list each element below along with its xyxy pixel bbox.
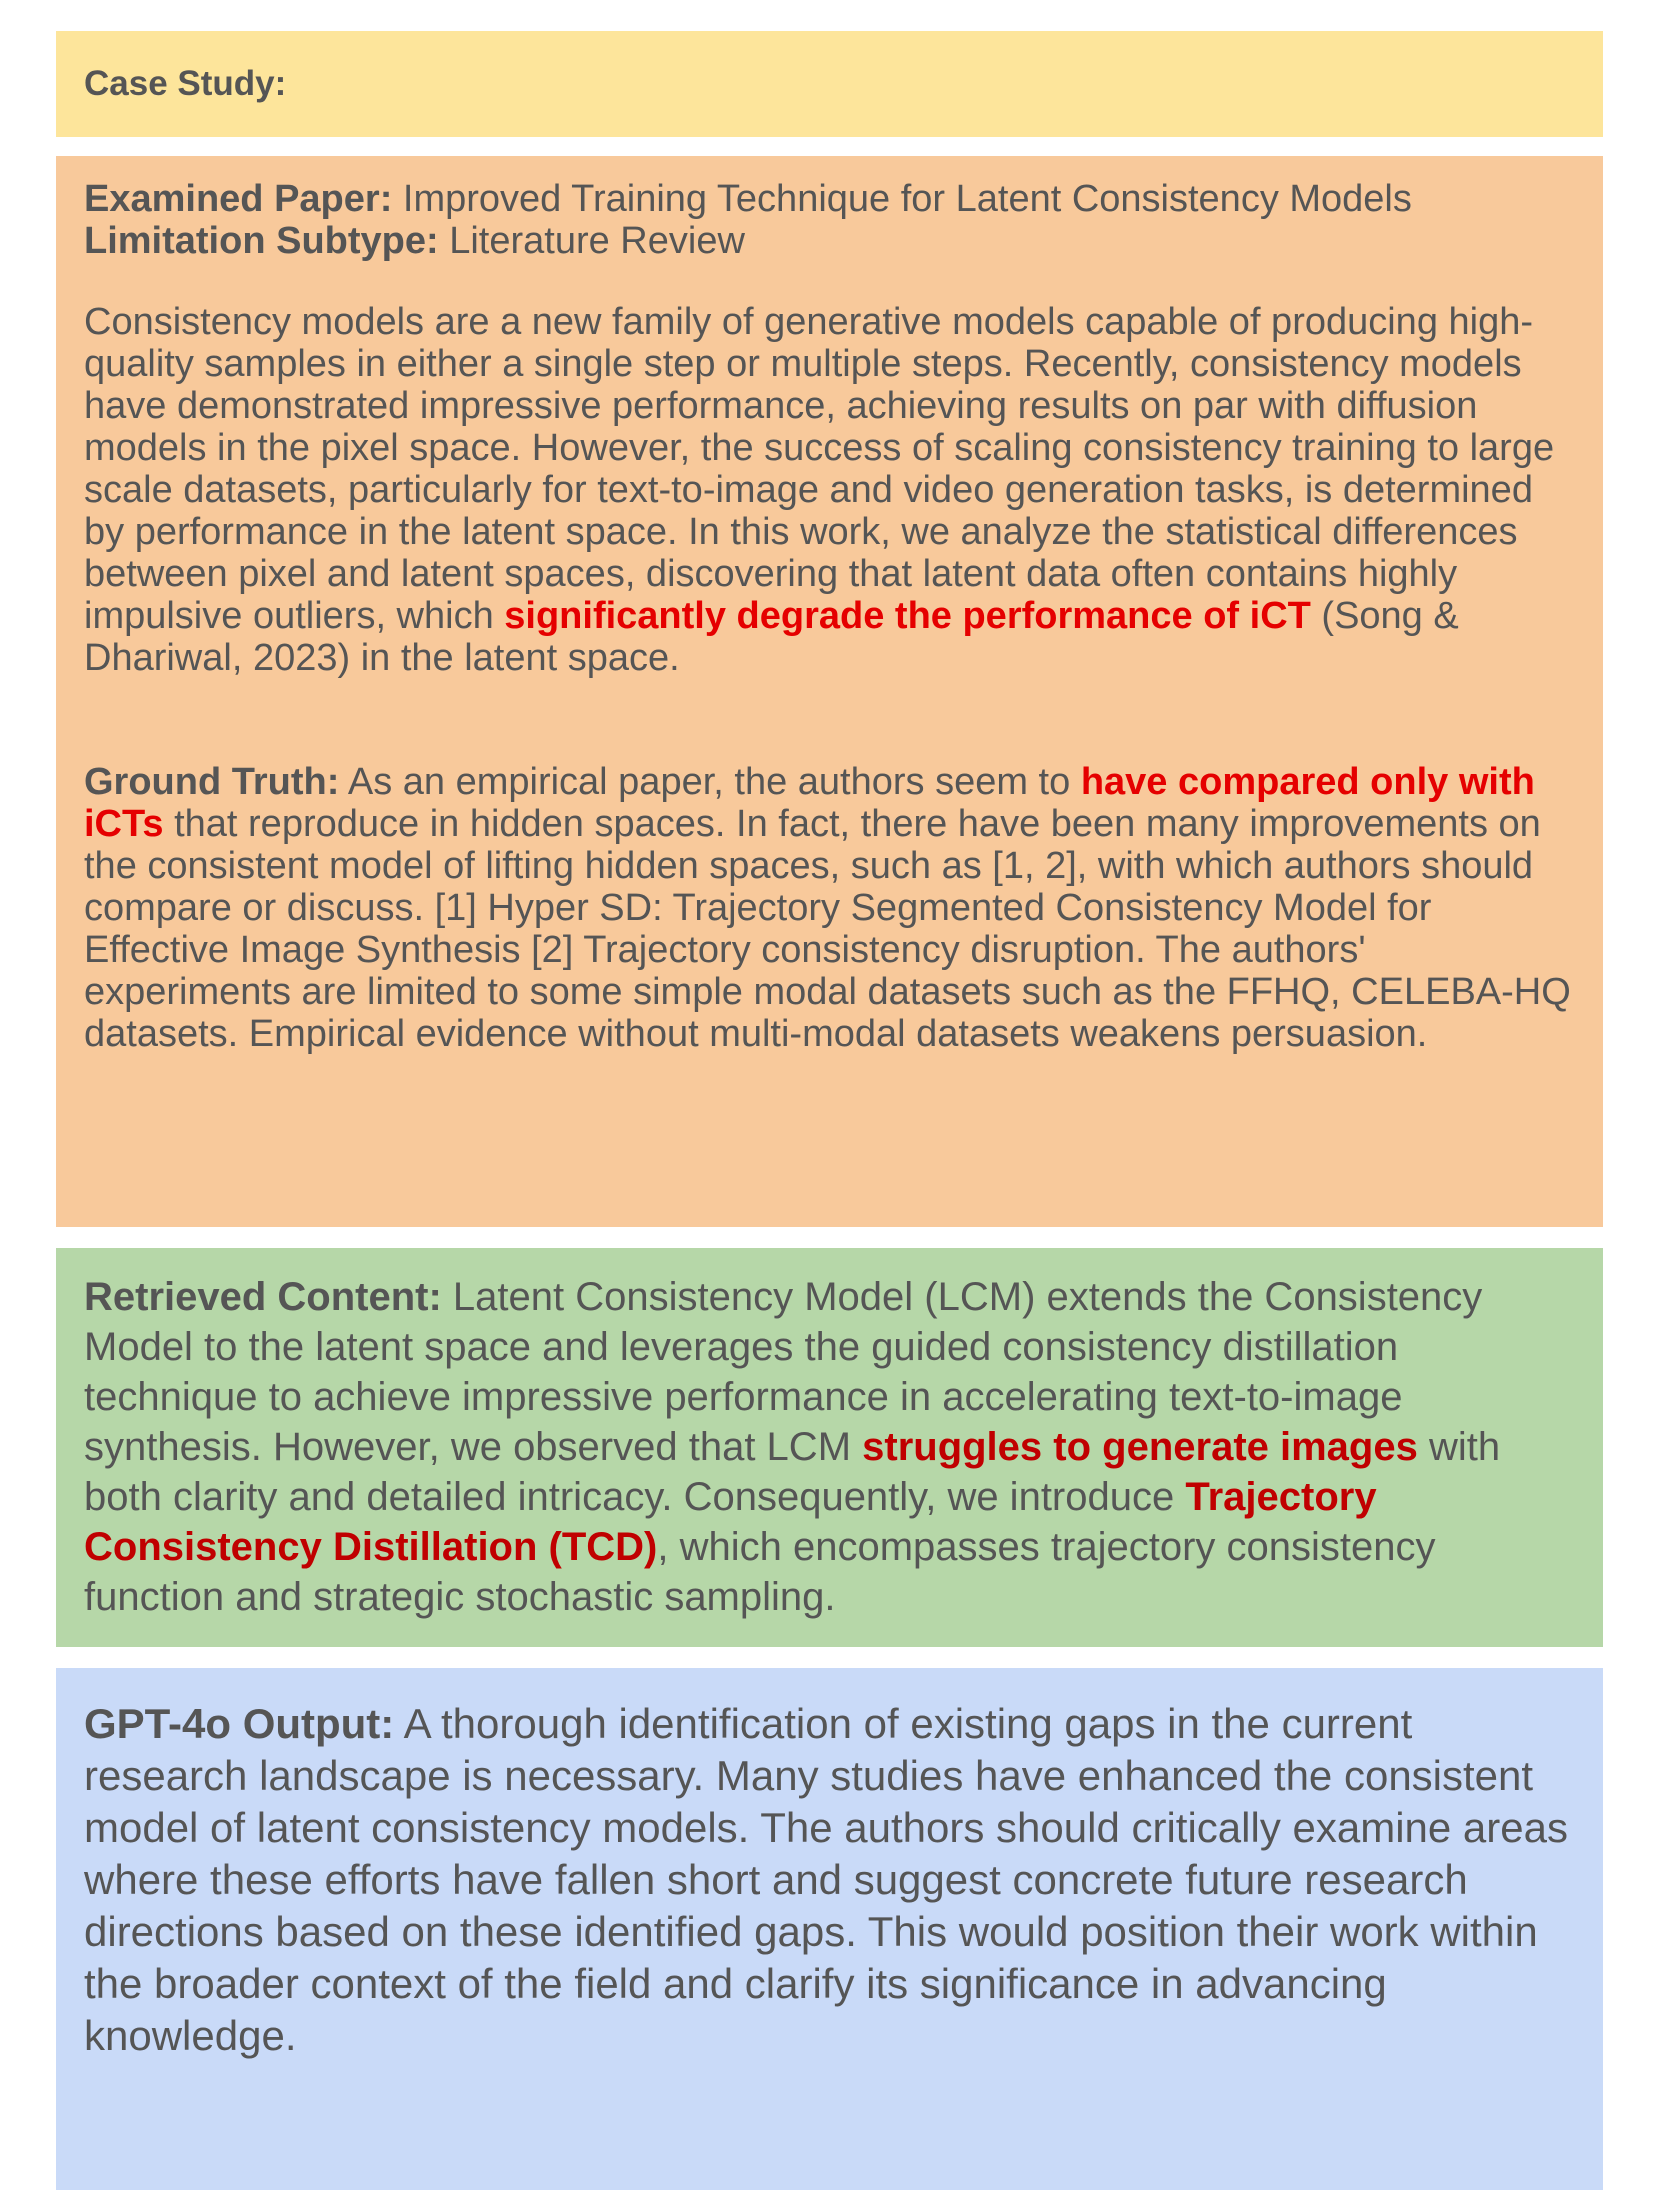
retrieved-text-3: , which encompasses trajectory consistency function and strategic stochastic sampling. — [84, 1525, 1436, 1619]
abstract-highlight: significantly degrade the performance of iCT — [504, 595, 1311, 637]
ground-truth-label: Ground Truth: — [84, 761, 340, 803]
gpt-output-label: GPT-4o Output: — [84, 1700, 395, 1747]
gpt-output — [84, 1698, 1579, 2062]
ground-truth — [84, 761, 1579, 1055]
abstract-tail: (Song & Dhariwal, 2023) in the latent space. — [84, 595, 1459, 679]
paper-abstract — [84, 301, 1579, 679]
limitation-subtype-label: Limitation Subtype: — [84, 220, 439, 262]
retrieved-content-panel — [56, 1248, 1603, 1647]
retrieved-content — [84, 1272, 1579, 1622]
gpt-output-text: A thorough identification of existing gaps in the current research landscape is necessary. Many studies have enhanced the consistent model of latent consistency models. The authors should critically examine areas where these efforts have fallen short and suggest concrete future research directions based on these identified gaps. This would position their work within the broader context of the field and clarify its significance in advancing knowledge. — [84, 1700, 1568, 2059]
examined-paper-line — [84, 178, 1579, 220]
abstract-text: Consistency models are a new family of generative models capable of producing high-quality samples in either a single step or multiple steps. Recently, consistency models have demonstrated impressive performance, achieving results on par with diffusion models in the pixel space. However, the success of scaling consistency training to large scale datasets, particularly for text-to-image and video generation tasks, is determined by performance in the latent space. In this work, we analyze the statistical differences between pixel and latent spaces, discovering that latent data often contains highly impulsive outliers, which — [84, 301, 1555, 637]
limitation-subtype-value: Literature Review — [438, 220, 745, 262]
ground-truth-text-after: that reproduce in hidden spaces. In fact, there have been many improvements on the consistent model of lifting hidden spaces, such as [1, 2], with which authors should compare or discuss. [1] Hyper SD: Trajectory Segmented Consistency Model for Effective Image Synthesis [2] Trajectory consistency disruption. The authors' experiments are limited to some simple modal datasets such as the FFHQ, CELEBA-HQ datasets. Empirical evidence without multi-modal datasets weakens persuasion. — [84, 803, 1571, 1055]
case-study-header — [56, 31, 1603, 137]
case-study-title: Case Study: — [84, 64, 287, 103]
ground-truth-highlight: have compared only with iCTs — [84, 761, 1535, 845]
examined-paper-label: Examined Paper: — [84, 178, 393, 220]
examined-paper-panel — [56, 156, 1603, 1227]
retrieved-text-1: Latent Consistency Model (LCM) extends the Consistency Model to the latent space and leverages the guided consistency distillation technique to achieve impressive performance in accelerating text-to-image synthesis. However, we observed that LCM — [84, 1275, 1483, 1469]
retrieved-text-2: with both clarity and detailed intricacy. Consequently, we introduce — [84, 1425, 1501, 1519]
gpt-output-panel — [56, 1668, 1603, 2190]
limitation-subtype-line — [84, 220, 1579, 262]
retrieved-highlight-2: Trajectory Consistency Distillation (TCD) — [84, 1475, 1377, 1569]
ground-truth-text-before: As an empirical paper, the authors seem to — [339, 761, 1081, 803]
examined-paper-title: Improved Training Technique for Latent Consistency Models — [392, 178, 1412, 220]
retrieved-content-label: Retrieved Content: — [84, 1275, 442, 1319]
retrieved-highlight-1: struggles to generate images — [862, 1425, 1418, 1469]
